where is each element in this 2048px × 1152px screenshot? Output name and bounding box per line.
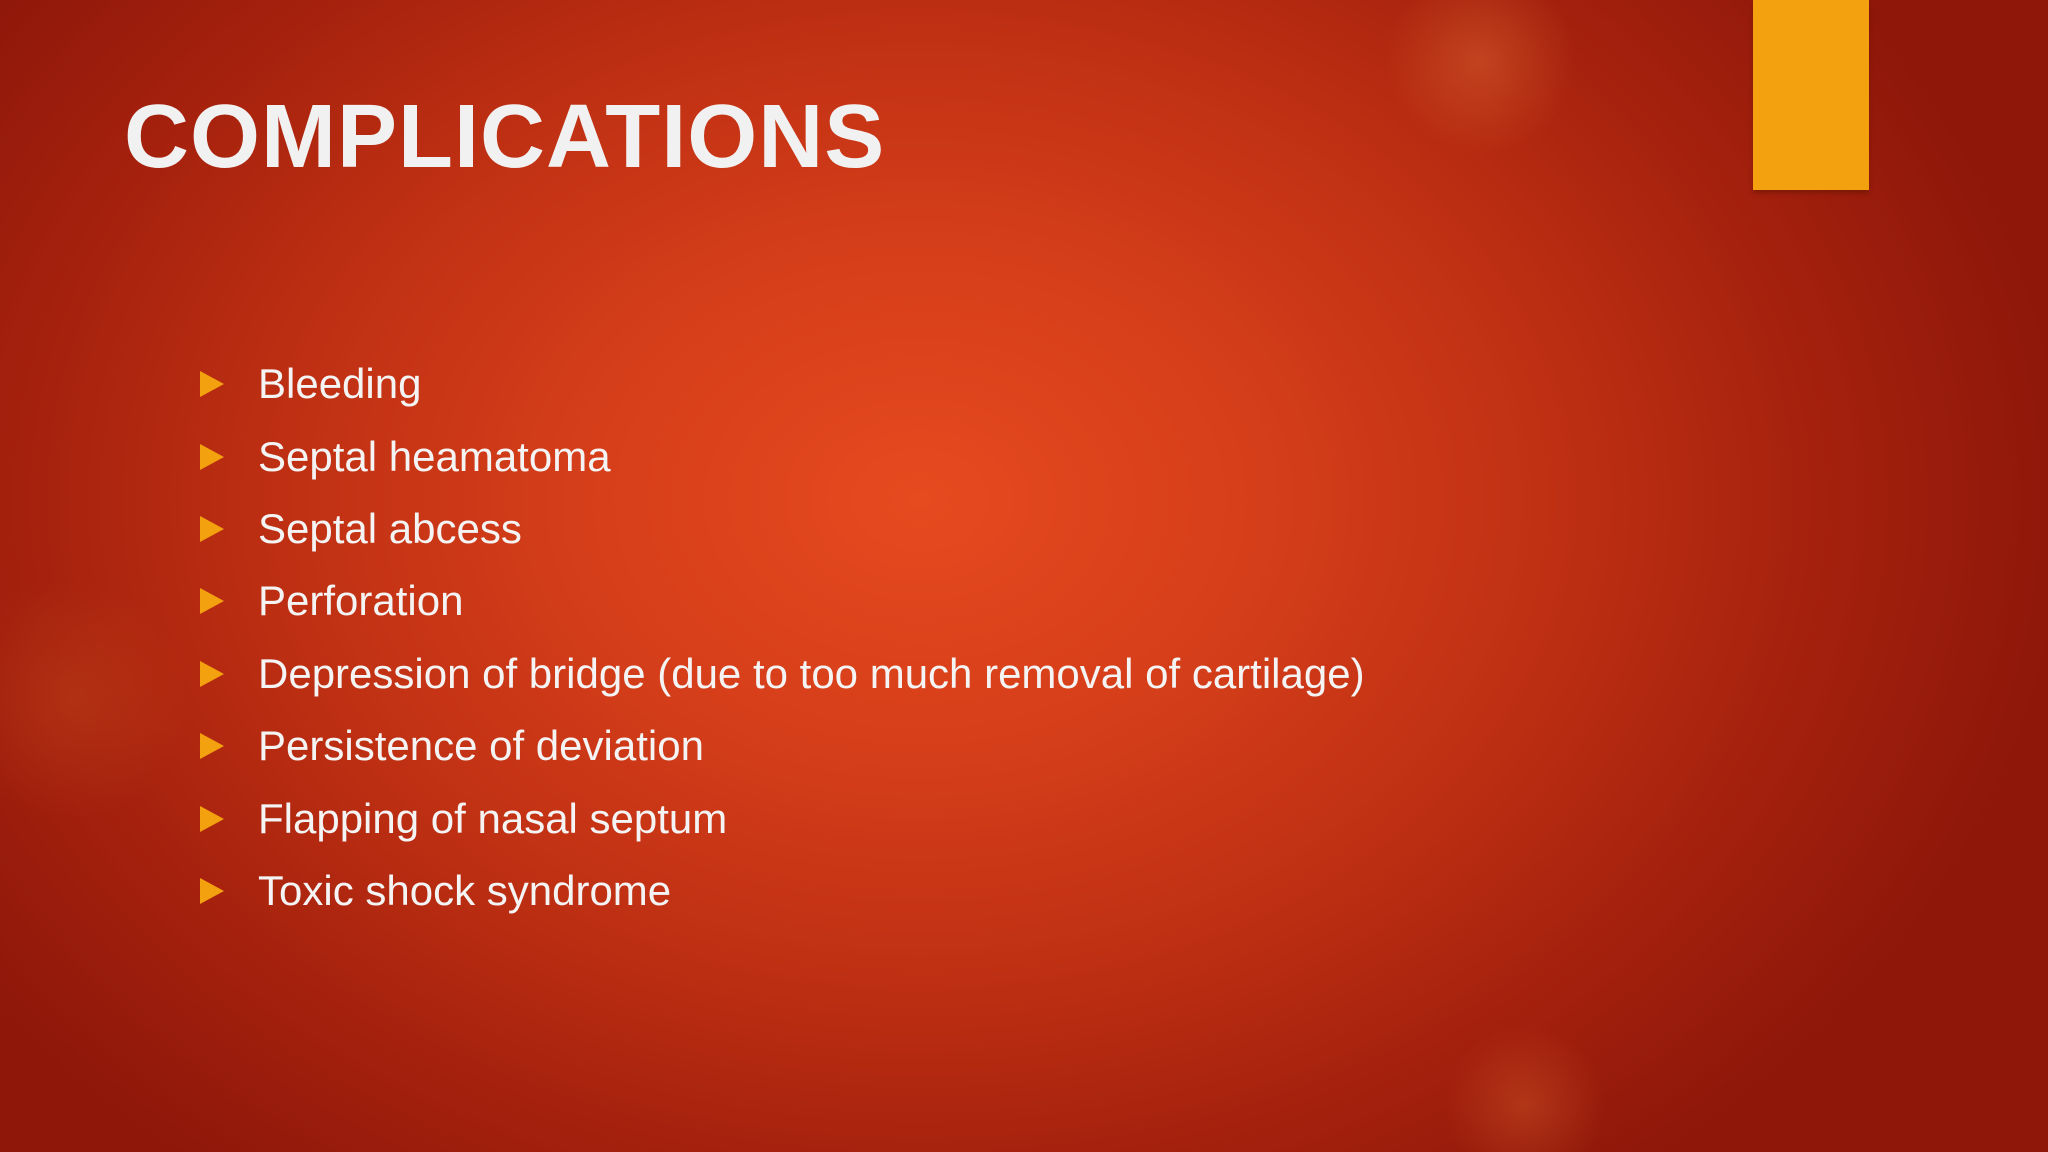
accent-bar xyxy=(1753,0,1869,190)
bullet-text: Septal abcess xyxy=(258,504,522,552)
list-item xyxy=(200,420,1365,492)
triangle-right-icon xyxy=(200,371,224,397)
list-item xyxy=(200,493,1365,565)
list-item xyxy=(200,348,1365,420)
list-item xyxy=(200,638,1365,710)
triangle-right-icon xyxy=(200,516,224,542)
bullet-text: Perforation xyxy=(258,577,464,625)
list-item xyxy=(200,565,1365,637)
triangle-right-icon xyxy=(200,444,224,470)
bullet-text: Depression of bridge (due to too much removal of cartilage) xyxy=(258,649,1365,697)
bullet-text: Persistence of deviation xyxy=(258,722,704,770)
bullet-text: Septal heamatoma xyxy=(258,432,611,480)
triangle-right-icon xyxy=(200,588,224,614)
bullet-text: Toxic shock syndrome xyxy=(258,866,672,914)
bullet-text: Bleeding xyxy=(258,360,422,408)
triangle-right-icon xyxy=(200,806,224,832)
triangle-right-icon xyxy=(200,661,224,687)
list-item xyxy=(200,782,1365,854)
slide-title: COMPLICATIONS xyxy=(124,87,886,187)
bullet-list xyxy=(200,348,1365,927)
triangle-right-icon xyxy=(200,878,224,904)
triangle-right-icon xyxy=(200,733,224,759)
bullet-text: Flapping of nasal septum xyxy=(258,794,728,842)
list-item xyxy=(200,710,1365,782)
list-item xyxy=(200,855,1365,927)
